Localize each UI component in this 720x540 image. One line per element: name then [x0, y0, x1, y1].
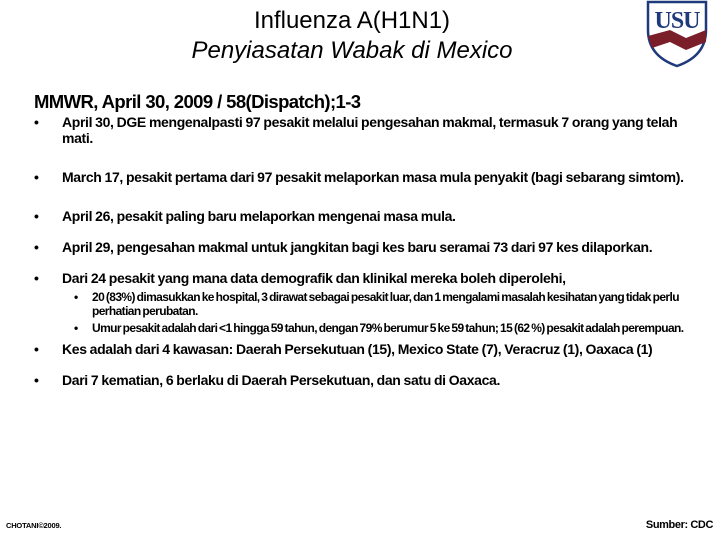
bullet-item [0, 114, 700, 146]
bullet-marker: • [34, 270, 39, 286]
copyright-note: CHOTANI©2009. [6, 521, 62, 530]
logo-text: USU [654, 8, 700, 34]
sub-bullet-text: 20 (83%) dimasukkan ke hospital, 3 dirawat sebagai pesakit luar, dan 1 mengalami masalah kesihatan yang tidak perlu perhatian perubatan. [92, 290, 679, 318]
bullet-item [0, 208, 700, 224]
bullet-text: Dari 7 kematian, 6 berlaku di Daerah Persekutuan, dan satu di Oaxaca. [62, 372, 500, 388]
sub-bullet-marker: • [74, 321, 78, 335]
bullet-text: March 17, pesakit pertama dari 97 pesakit melaporkan masa mula penyakit (bagi sebarang simtom). [62, 169, 684, 185]
bullet-marker: • [34, 208, 39, 224]
subheading: MMWR, April 30, 2009 / 58(Dispatch);1-3 [34, 91, 361, 112]
title-line-1: Influenza A(H1N1) [253, 7, 451, 34]
sub-bullet-text: Umur pesakit adalah dari <1 hingga 59 tahun, dengan 79% berumur 5 ke 59 tahun; 15 (62 %) pesakit adalah perempuan. [92, 321, 684, 335]
bullet-text: Kes adalah dari 4 kawasan: Daerah Persekutuan (15), Mexico State (7), Veracruz (1), Oaxaca (1) [62, 341, 653, 357]
bullet-text: April 29, pengesahan makmal untuk jangkitan bagi kes baru seramai 73 dari 97 kes dilaporkan. [62, 239, 653, 255]
slide-title [0, 6, 704, 66]
bullet-item [0, 341, 700, 357]
bullet-item [0, 239, 700, 255]
bullet-list [0, 114, 700, 388]
sub-bullet-item [0, 321, 700, 335]
university-logo [640, 0, 714, 68]
bullet-marker: • [34, 239, 39, 255]
source-note: Sumber: CDC [645, 519, 713, 531]
title-line-2: Penyiasatan Wabak di Mexico [191, 37, 513, 64]
bullet-text: Dari 24 pesakit yang mana data demografik dan klinikal mereka boleh diperolehi, [62, 270, 566, 286]
bullet-text: April 30, DGE mengenalpasti 97 pesakit melalui pengesahan makmal, termasuk 7 orang yang telah mati. [62, 114, 678, 146]
bullet-marker: • [34, 169, 39, 185]
sub-bullet-marker: • [74, 290, 78, 304]
sub-bullet-item [0, 290, 700, 318]
bullet-item [0, 169, 700, 185]
bullet-item [0, 372, 700, 388]
bullet-marker: • [34, 114, 39, 130]
bullet-text: April 26, pesakit paling baru melaporkan mengenai masa mula. [62, 208, 456, 224]
bullet-item [0, 270, 700, 286]
bullet-marker: • [34, 372, 39, 388]
bullet-marker: • [34, 341, 39, 357]
